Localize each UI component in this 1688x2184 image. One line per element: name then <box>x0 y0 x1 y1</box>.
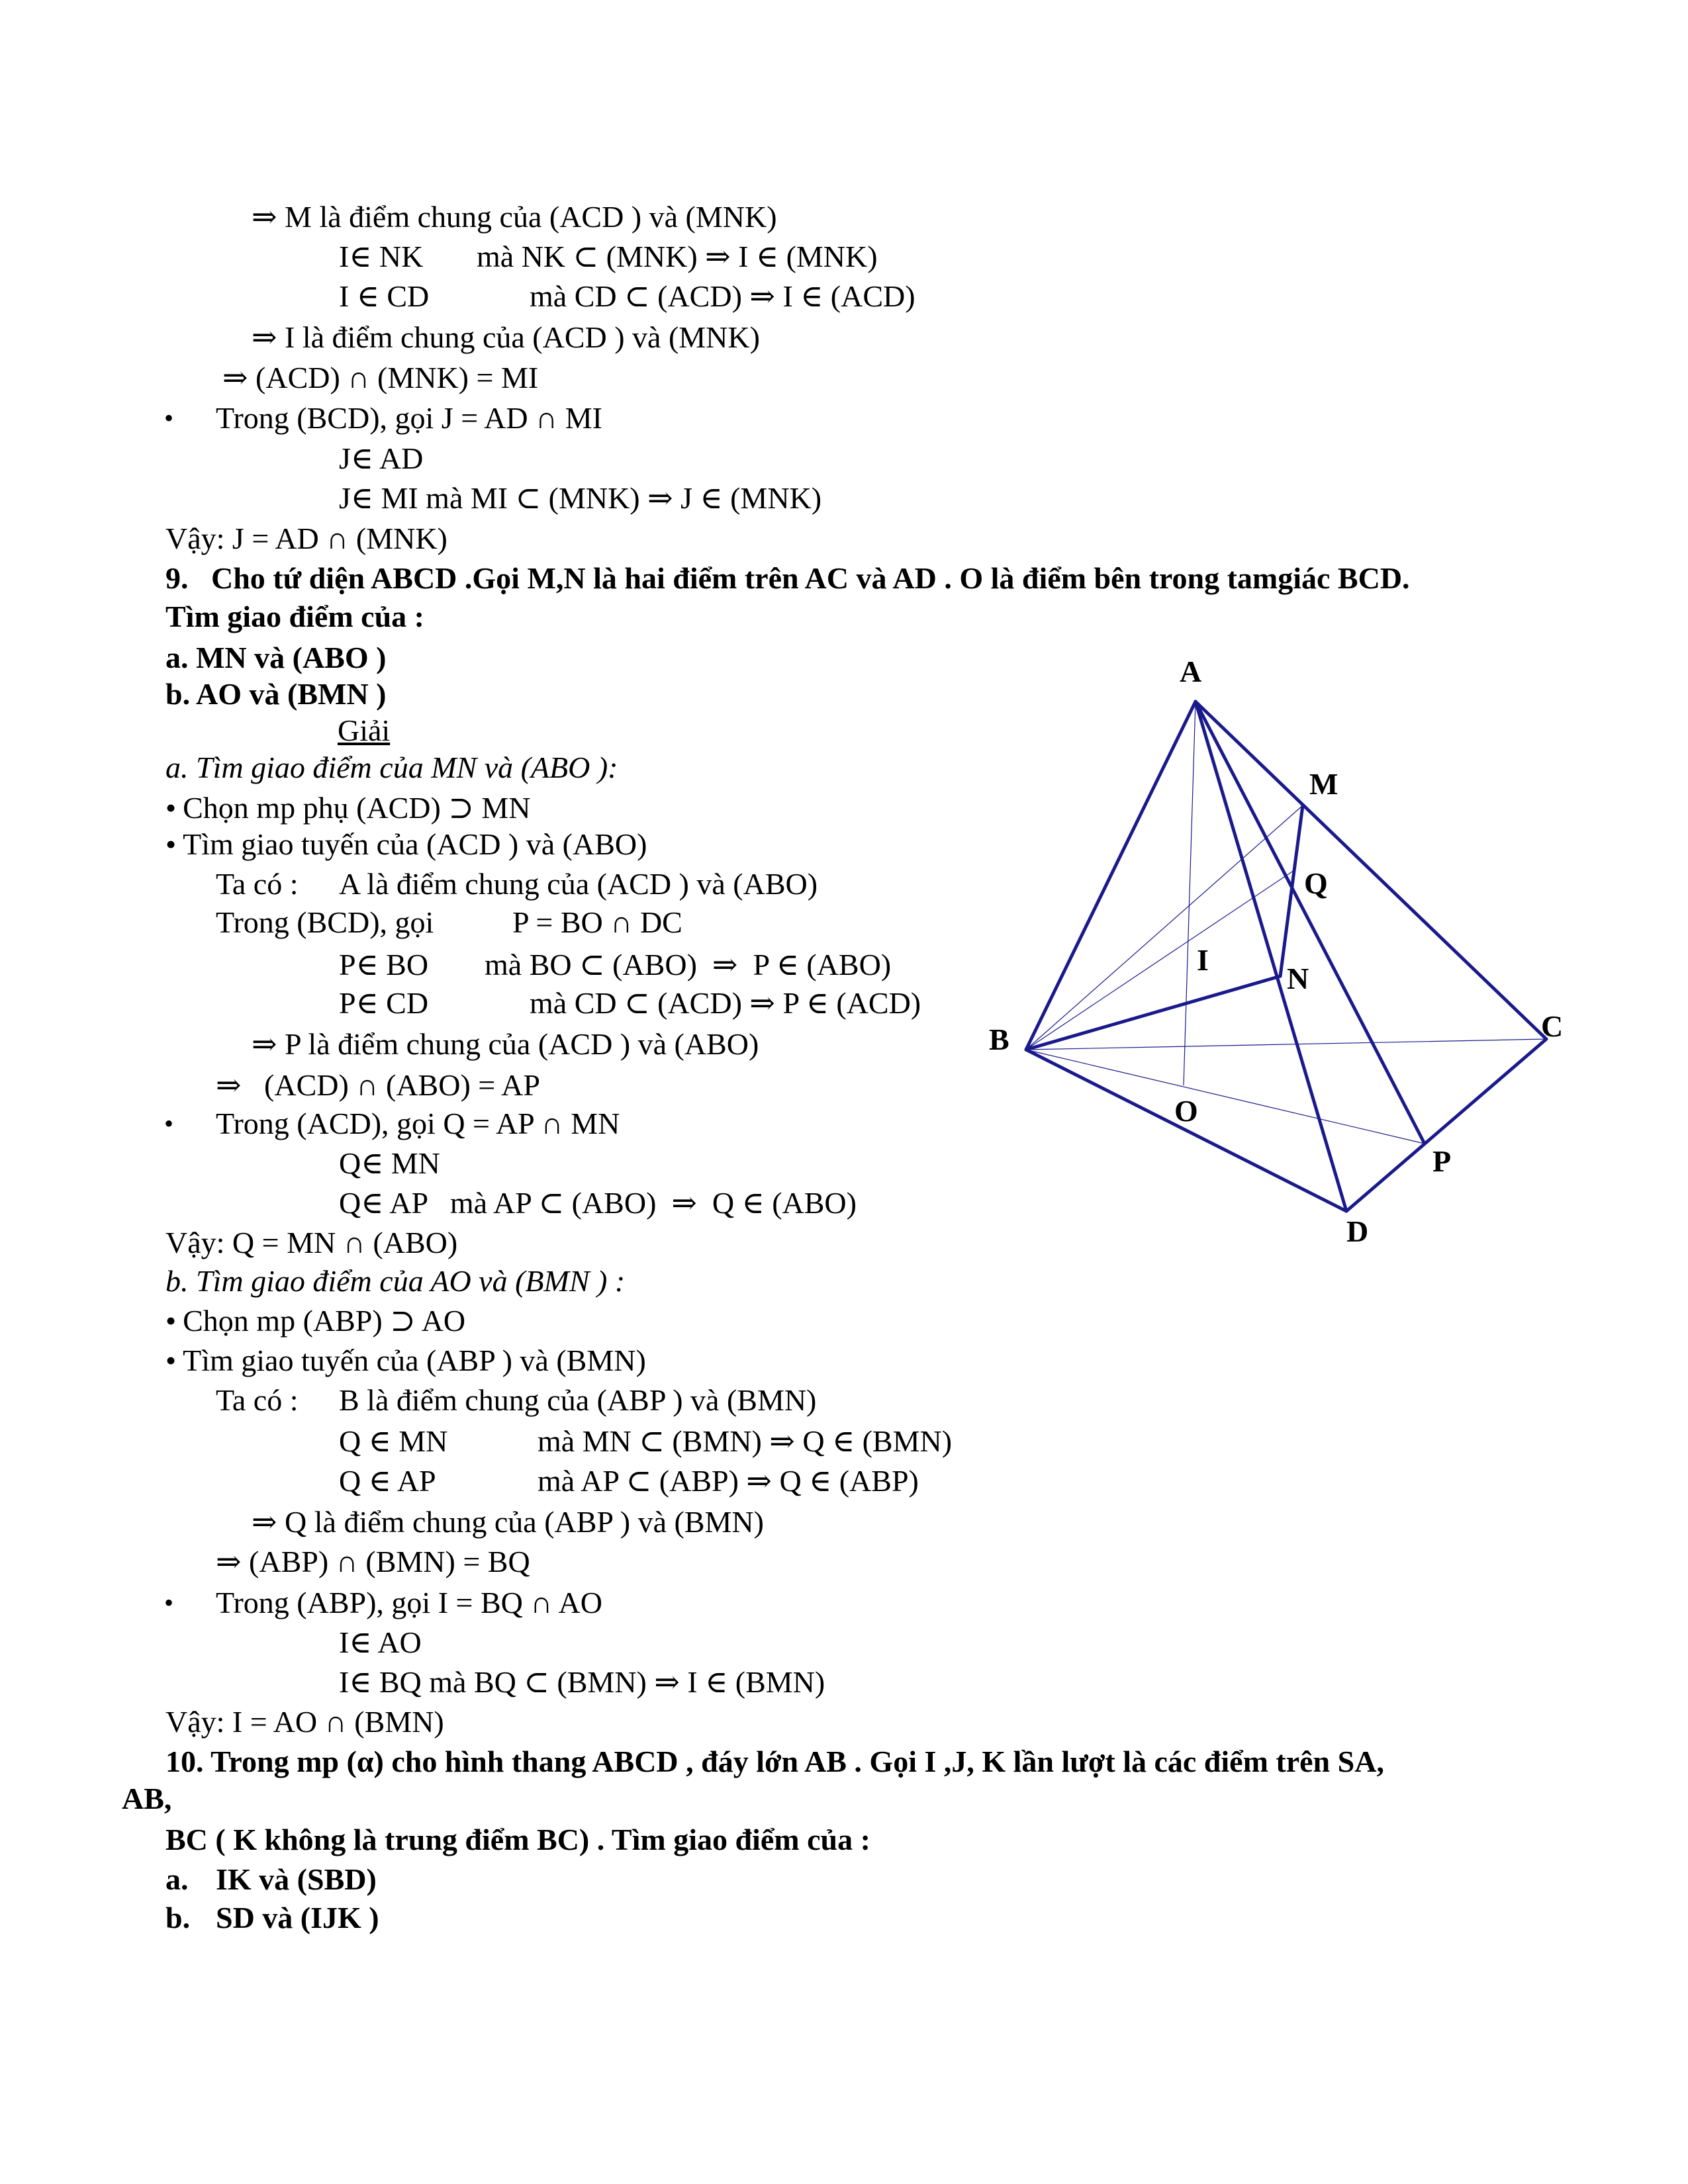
problem-10-title: BC ( K không là trung điểm BC) . Tìm giao điểm của : <box>165 1823 870 1856</box>
proof-line: B là điểm chung của (ABP ) và (BMN) <box>339 1383 817 1417</box>
proof-line: mà NK ⊂ (MNK) ⇒ I ∈ (MNK) <box>477 240 878 273</box>
proof-line: • Trong (ABP), gọi I = BQ ∩ AO <box>216 1584 602 1621</box>
problem-10-part-b: SD và (IJK ) <box>216 1901 379 1934</box>
section-heading: b. Tìm giao điểm của AO và (BMN ) : <box>165 1264 626 1298</box>
proof-line: P = BO ∩ DC <box>512 905 682 939</box>
label-I: I <box>1197 943 1209 977</box>
proof-line: P∈ CD <box>339 986 429 1020</box>
solid-edges <box>1026 702 1546 1211</box>
proof-line: ⇒ P là điểm chung của (ACD ) và (ABO) <box>252 1027 759 1061</box>
proof-line: • Trong (BCD), gọi J = AD ∩ MI <box>216 400 602 437</box>
proof-line: I∈ AO <box>339 1625 422 1659</box>
proof-line: • Tìm giao tuyến của (ACD ) và (ABO) <box>165 826 647 863</box>
proof-line: • Chọn mp phụ (ACD) ⊃ MN <box>165 790 531 827</box>
proof-line: Ta có : <box>216 867 299 901</box>
problem-10-title: 10. Trong mp (α) cho hình thang ABCD , đáy lớn AB . Gọi I ,J, K lần lượt là các điểm trên SA, <box>165 1745 1384 1778</box>
proof-line: Q ∈ MN <box>339 1424 448 1458</box>
problem-10-title: AB, <box>122 1782 172 1815</box>
label-B: B <box>989 1023 1009 1056</box>
section-heading: a. Tìm giao điểm của MN và (ABO ): <box>165 751 618 784</box>
proof-line: ⇒ Q là điểm chung của (ABP ) và (BMN) <box>252 1505 764 1539</box>
problem-9-title: Tìm giao điểm của : <box>165 600 424 633</box>
label-C: C <box>1541 1009 1564 1043</box>
proof-line: mà CD ⊂ (ACD) ⇒ P ∈ (ACD) <box>530 986 921 1020</box>
proof-line: mà CD ⊂ (ACD) ⇒ I ∈ (ACD) <box>530 279 915 313</box>
proof-line: Trong (BCD), gọi <box>216 905 434 939</box>
label-Q: Q <box>1304 866 1328 900</box>
proof-line: I ∈ CD <box>339 279 430 313</box>
edge-CD <box>1346 1039 1546 1211</box>
proof-line: ⇒ I là điểm chung của (ACD ) và (MNK) <box>252 320 760 354</box>
problem-9-part-a: a. MN và (ABO ) <box>165 641 387 674</box>
proof-line: mà MN ⊂ (BMN) ⇒ Q ∈ (BMN) <box>538 1424 953 1458</box>
problem-10-part-b-label: b. <box>165 1901 191 1934</box>
problem-9-part-b: b. AO và (BMN ) <box>165 677 387 711</box>
segment-AO <box>1184 702 1196 1085</box>
proof-conclusion: Vậy: I = AO ∩ (BMN) <box>165 1705 444 1739</box>
proof-line: • Trong (ACD), gọi Q = AP ∩ MN <box>216 1105 620 1142</box>
proof-line: mà BO ⊂ (ABO) ⇒ P ∈ (ABO) <box>485 948 892 981</box>
edge-BD <box>1026 1050 1346 1211</box>
proof-line: J∈ AD <box>339 441 424 475</box>
segment-BQ <box>1026 870 1294 1050</box>
proof-line: • Tìm giao tuyến của (ABP ) và (BMN) <box>165 1342 646 1379</box>
segment-MN <box>1280 805 1303 976</box>
proof-line: ⇒ (ABP) ∩ (BMN) = BQ <box>216 1545 530 1578</box>
segment-BP <box>1026 1050 1425 1144</box>
proof-line: Ta có : <box>216 1383 299 1417</box>
proof-line: J∈ MI mà MI ⊂ (MNK) ⇒ J ∈ (MNK) <box>339 481 822 515</box>
proof-line: Q ∈ AP <box>339 1464 436 1498</box>
proof-line: A là điểm chung của (ACD ) và (ABO) <box>339 867 818 901</box>
proof-line: I∈ NK <box>339 240 424 273</box>
edge-AB <box>1026 702 1196 1050</box>
proof-line: ⇒ (ACD) ∩ (ABO) = AP <box>216 1068 540 1102</box>
edge-AC <box>1196 702 1546 1039</box>
proof-line: Q∈ MN <box>339 1146 440 1180</box>
tetrahedron-figure <box>953 629 1602 1251</box>
label-O: O <box>1174 1094 1198 1128</box>
label-A: A <box>1180 655 1202 688</box>
label-M: M <box>1309 767 1338 801</box>
problem-9-title: 9. Cho tứ diện ABCD .Gọi M,N là hai điểm trên AC và AD . O là điểm bên trong tamgiác BCD. <box>165 561 1410 595</box>
proof-line: • Chọn mp (ABP) ⊃ AO <box>165 1302 465 1340</box>
label-N: N <box>1287 962 1309 995</box>
proof-line: ⇒ (ACD) ∩ (MNK) = MI <box>222 361 539 394</box>
label-D: D <box>1346 1214 1369 1248</box>
proof-line: I∈ BQ mà BQ ⊂ (BMN) ⇒ I ∈ (BMN) <box>339 1665 825 1699</box>
proof-conclusion: Vậy: J = AD ∩ (MNK) <box>165 522 447 555</box>
solution-heading: Giải <box>338 713 391 747</box>
problem-10-part-a-label: a. <box>165 1862 189 1896</box>
proof-line: mà AP ⊂ (ABP) ⇒ Q ∈ (ABP) <box>538 1464 919 1498</box>
proof-line: Q∈ AP mà AP ⊂ (ABO) ⇒ Q ∈ (ABO) <box>339 1186 857 1220</box>
proof-conclusion: Vậy: Q = MN ∩ (ABO) <box>165 1226 458 1259</box>
segment-BC <box>1026 1039 1546 1050</box>
proof-line: P∈ BO <box>339 948 429 981</box>
problem-10-part-a: IK và (SBD) <box>216 1862 377 1896</box>
proof-line: ⇒ M là điểm chung của (ACD ) và (MNK) <box>252 200 777 234</box>
segment-BN <box>1026 976 1280 1050</box>
label-P: P <box>1432 1144 1452 1178</box>
